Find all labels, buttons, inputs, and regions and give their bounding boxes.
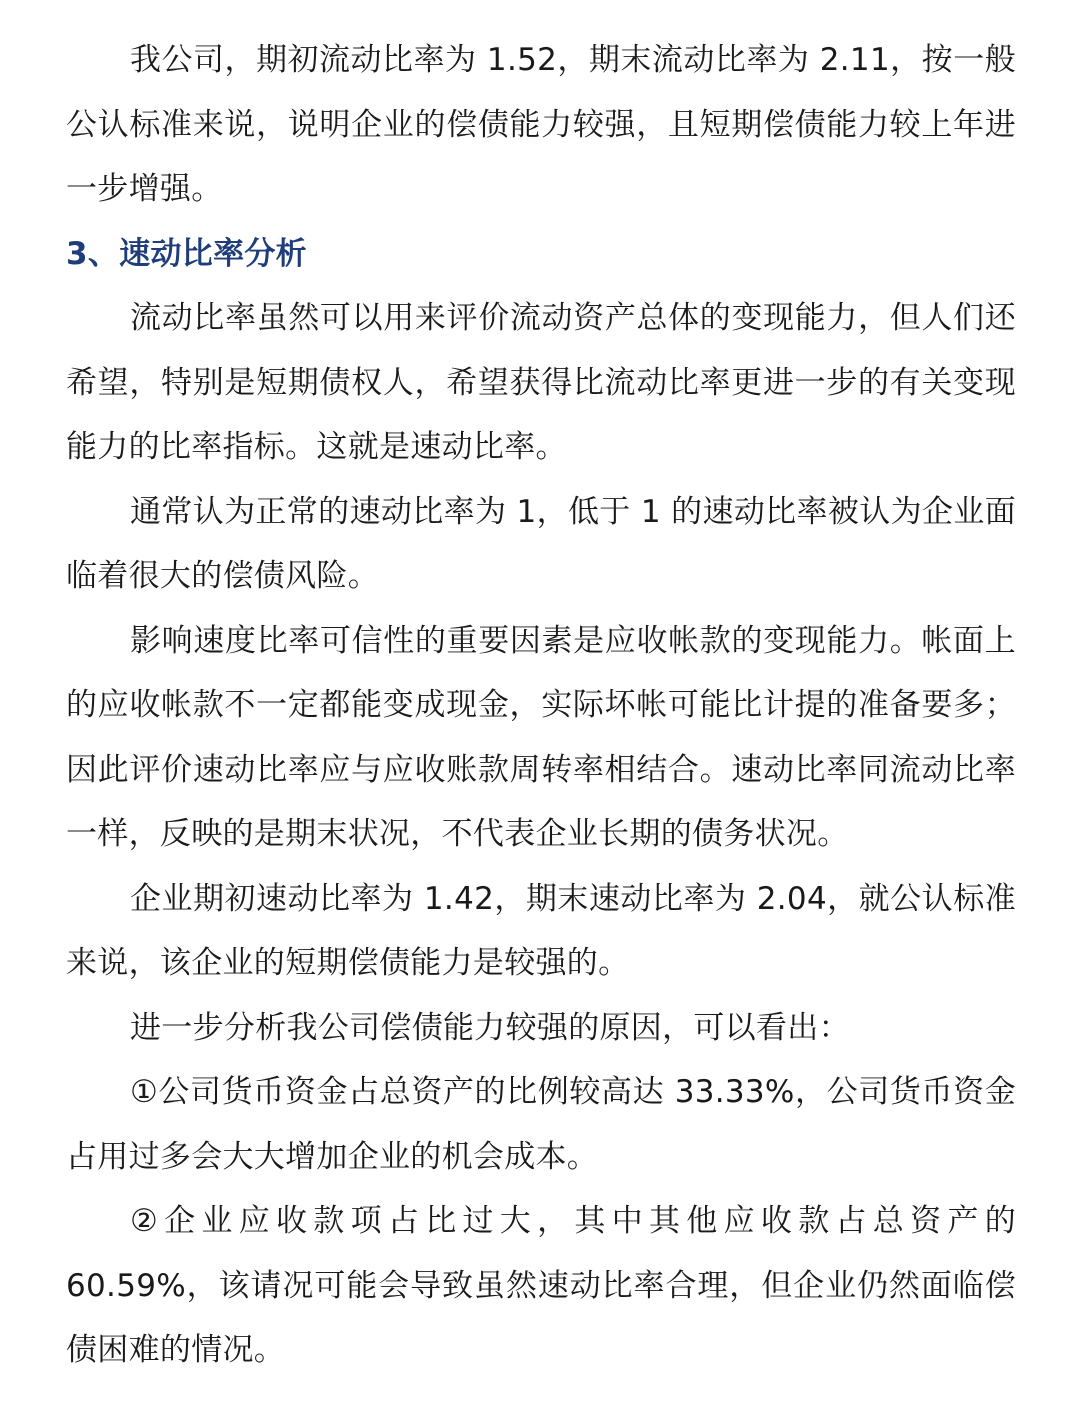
paragraph-point-two: ②企业应收款项占比过大，其中其他应收款占总资产的 60.59%，该请况可能会导致虽然速动比率合理，但企业仍然面临偿债困难的情况。 [66, 1203, 1016, 1368]
paragraph-quick-ratio-intro: 流动比率虽然可以用来评价流动资产总体的变现能力，但人们还希望，特别是短期债权人，希望获得比流动比率更进一步的有关变现能力的比率指标。这就是速动比率。 [66, 300, 1016, 465]
paragraph-current-ratio-conclusion: 我公司，期初流动比率为 1.52，期末流动比率为 2.11，按一般公认标准来说，说明企业的偿债能力较强，且短期偿债能力较上年进一步增强。 [66, 42, 1016, 207]
paragraph-quick-ratio-factors: 影响速度比率可信性的重要因素是应收帐款的变现能力。帐面上的应收帐款不一定都能变成现金，实际坏帐可能比计提的准备要多；因此评价速动比率应与应收账款周转率相结合。速动比率同流动比率一样，反映的是期末状况，不代表企业长期的债务状况。 [66, 622, 1016, 852]
paragraph-point-one: ①公司货币资金占总资产的比例较高达 33.33%，公司货币资金占用过多会大大增加企业的机会成本。 [66, 1074, 1016, 1175]
paragraph-quick-ratio-normal: 通常认为正常的速动比率为 1，低于 1 的速动比率被认为企业面临着很大的偿债风险。 [66, 493, 1016, 594]
paragraph-further-analysis: 进一步分析我公司偿债能力较强的原因，可以看出： [130, 1009, 850, 1046]
paragraph-quick-ratio-values: 企业期初速动比率为 1.42，期末速动比率为 2.04，就公认标准来说，该企业的短期偿债能力是较强的。 [66, 880, 1016, 981]
document-body [66, 28, 1016, 1383]
section-heading-quick-ratio: 3、速动比率分析 [66, 235, 307, 272]
